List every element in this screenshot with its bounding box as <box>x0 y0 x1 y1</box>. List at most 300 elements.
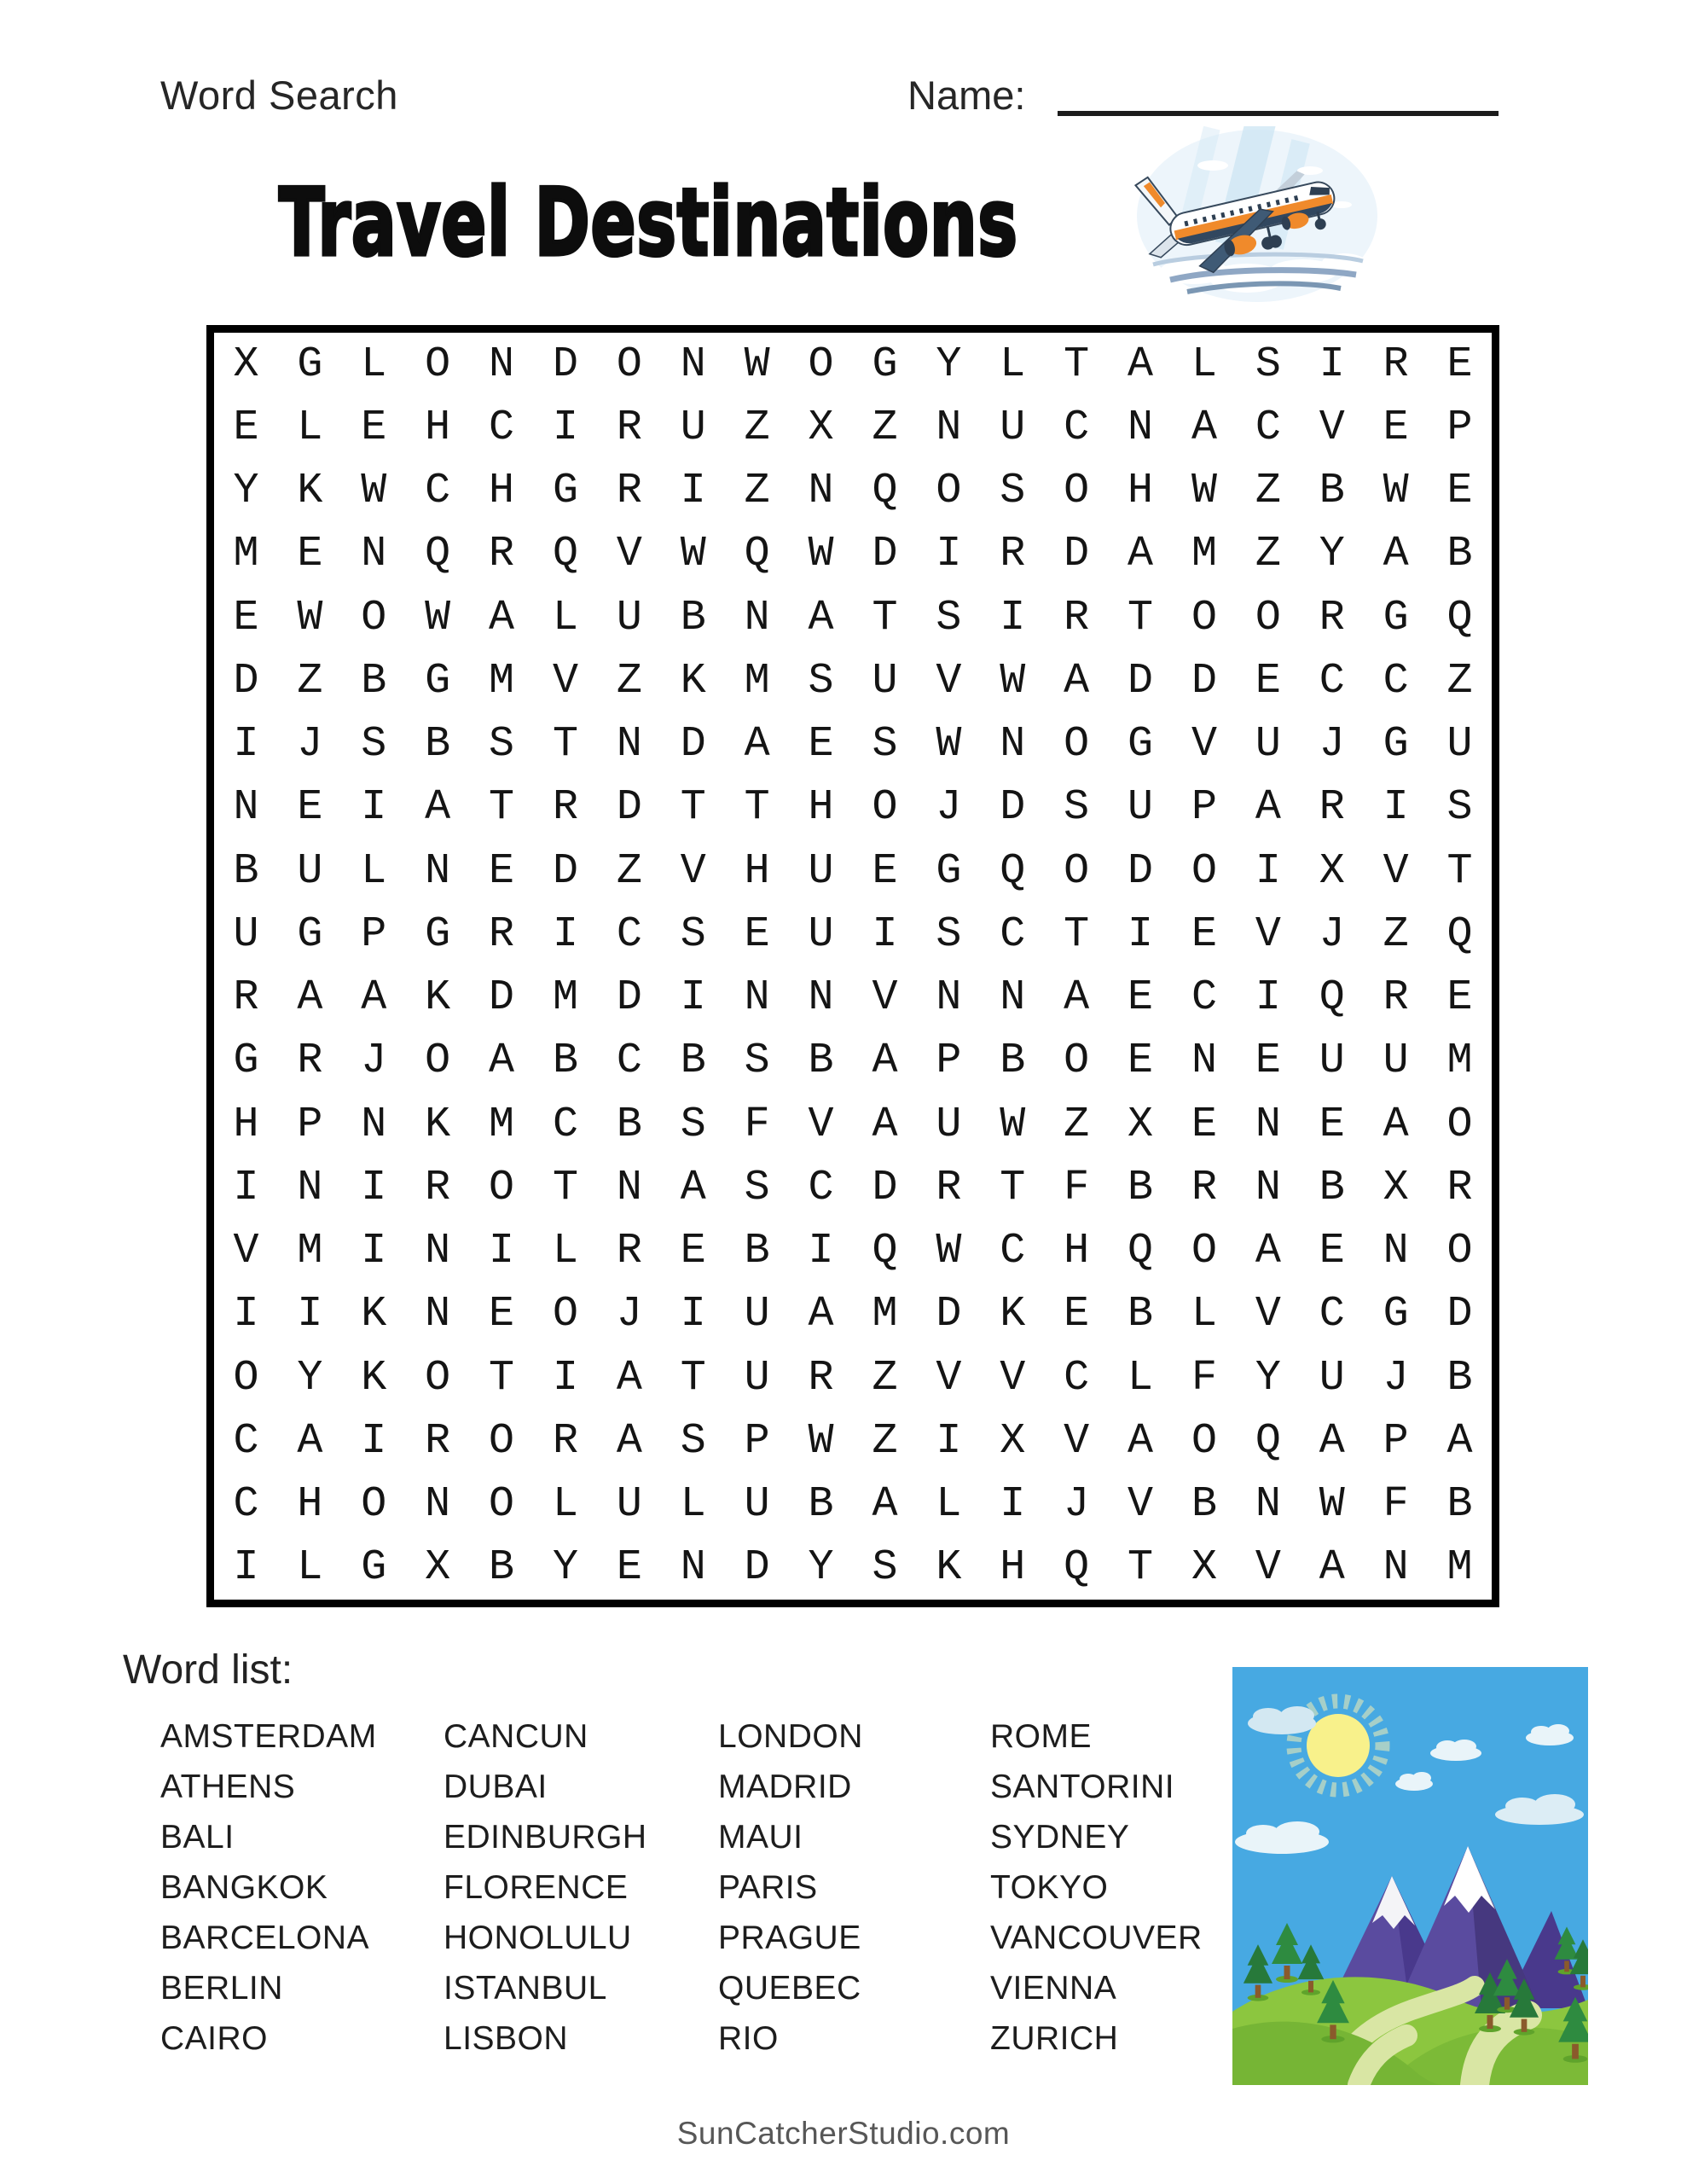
word-list-item: RIO <box>718 2020 779 2057</box>
grid-cell: S <box>936 593 962 642</box>
site-credit: SunCatcherStudio.com <box>676 2116 1011 2151</box>
grid-cell: G <box>297 909 323 959</box>
grid-cell: M <box>552 973 578 1023</box>
grid-cell: R <box>297 1037 323 1086</box>
grid-cell: A <box>489 593 515 642</box>
word-list-item: ZURICH <box>990 2020 1119 2057</box>
grid-cell: E <box>1255 656 1281 706</box>
grid-cell: Z <box>1255 467 1281 516</box>
grid-cell: M <box>489 656 515 706</box>
grid-cell: N <box>361 530 387 579</box>
grid-cell: R <box>1191 1163 1217 1212</box>
grid-cell: D <box>744 1543 770 1593</box>
grid-cell: A <box>744 720 770 770</box>
grid-cell: Z <box>1446 656 1473 706</box>
grid-cell: X <box>425 1543 451 1593</box>
grid-cell: E <box>361 403 387 452</box>
word-list-item: BANGKOK <box>160 1869 328 1906</box>
grid-cell: R <box>1446 1163 1473 1212</box>
grid-cell: G <box>872 340 898 389</box>
grid-cell: U <box>808 846 834 896</box>
grid-cell: Z <box>744 467 770 516</box>
word-list-item: TOKYO <box>990 1869 1109 1906</box>
grid-cell: R <box>552 1416 578 1466</box>
grid-cell: Q <box>552 530 578 579</box>
grid-cell: M <box>297 1227 323 1276</box>
grid-cell: N <box>616 720 642 770</box>
word-list-column <box>718 1711 863 2064</box>
grid-cell: B <box>425 720 451 770</box>
grid-cell: D <box>1000 783 1026 833</box>
grid-cell: L <box>1128 1353 1154 1403</box>
grid-cell: V <box>552 656 578 706</box>
grid-cell: E <box>489 1290 515 1339</box>
grid-cell: Y <box>233 467 259 516</box>
grid-cell: U <box>1383 1037 1409 1086</box>
grid-cell: U <box>1000 403 1026 452</box>
grid-cell: B <box>1446 1480 1473 1530</box>
grid-cell: U <box>1446 720 1473 770</box>
grid-cell: H <box>489 467 515 516</box>
grid-cell: T <box>872 593 898 642</box>
grid-cell: D <box>872 530 898 579</box>
grid-cell: S <box>936 909 962 959</box>
grid-cell: K <box>1000 1290 1026 1339</box>
grid-cell: O <box>1064 1037 1090 1086</box>
grid-cell: X <box>1191 1543 1217 1593</box>
grid-cell: Z <box>616 656 642 706</box>
grid-cell: I <box>233 1163 259 1212</box>
grid-cell: I <box>233 1543 259 1593</box>
grid-cell: S <box>489 720 515 770</box>
grid-cell: I <box>936 1416 962 1466</box>
grid-cell: H <box>1000 1543 1026 1593</box>
grid-cell: R <box>936 1163 962 1212</box>
grid-cell: C <box>808 1163 834 1212</box>
grid-cell: R <box>1383 340 1409 389</box>
grid-cell: N <box>1128 403 1154 452</box>
grid-cell: F <box>1064 1163 1090 1212</box>
grid-cell: N <box>425 1480 451 1530</box>
grid-cell: U <box>1319 1353 1345 1403</box>
word-list-item: FLORENCE <box>443 1869 629 1906</box>
grid-cell: E <box>744 909 770 959</box>
grid-cell: B <box>1128 1163 1154 1212</box>
grid-cell: T <box>1064 909 1090 959</box>
grid-cell: A <box>1319 1543 1345 1593</box>
grid-cell: Z <box>1064 1100 1090 1149</box>
grid-cell: X <box>1128 1100 1154 1149</box>
grid-cell: V <box>1255 1290 1281 1339</box>
grid-cell: C <box>1064 403 1090 452</box>
grid-cell: E <box>1383 403 1409 452</box>
grid-cell: C <box>616 1037 642 1086</box>
grid-cell: A <box>489 1037 515 1086</box>
grid-cell: E <box>489 846 515 896</box>
grid-cell: V <box>808 1100 834 1149</box>
grid-cell: R <box>616 403 642 452</box>
grid-cell: Z <box>872 1416 898 1466</box>
word-list-item: ATHENS <box>160 1769 296 1805</box>
grid-cell: H <box>233 1100 259 1149</box>
grid-cell: I <box>1255 846 1281 896</box>
grid-cell: C <box>1255 403 1281 452</box>
grid-cell: O <box>1191 1227 1217 1276</box>
grid-cell: P <box>361 909 387 959</box>
grid-cell: W <box>936 1227 962 1276</box>
grid-cell: D <box>1128 846 1154 896</box>
grid-cell: L <box>1000 340 1026 389</box>
grid-cell: V <box>1191 720 1217 770</box>
grid-cell: A <box>1383 530 1409 579</box>
grid-cell: U <box>680 403 706 452</box>
grid-cell: D <box>1064 530 1090 579</box>
grid-cell: U <box>616 593 642 642</box>
grid-cell: Y <box>552 1543 578 1593</box>
grid-cell: C <box>1319 656 1345 706</box>
grid-cell: X <box>233 340 259 389</box>
grid-cell: N <box>1255 1163 1281 1212</box>
grid-cell: G <box>425 909 451 959</box>
word-list-item: QUEBEC <box>718 1970 861 2007</box>
grid-cell: Q <box>1446 593 1473 642</box>
grid-cell: W <box>808 530 834 579</box>
grid-cell: G <box>1383 593 1409 642</box>
grid-cell: C <box>1064 1353 1090 1403</box>
grid-cell: S <box>872 720 898 770</box>
page-title: Travel Destinations <box>279 169 1018 278</box>
grid-cell: N <box>1383 1543 1409 1593</box>
grid-cell: P <box>1191 783 1217 833</box>
grid-cell: W <box>297 593 323 642</box>
grid-cell: O <box>616 340 642 389</box>
grid-cell: W <box>1000 656 1026 706</box>
grid-cell: X <box>1383 1163 1409 1212</box>
grid-cell: E <box>1064 1290 1090 1339</box>
grid-cell: A <box>1064 973 1090 1023</box>
puzzle-grid <box>206 325 1499 1607</box>
grid-cell: L <box>1191 340 1217 389</box>
grid-cell: E <box>1255 1037 1281 1086</box>
grid-cell: W <box>425 593 451 642</box>
grid-cell: U <box>808 909 834 959</box>
grid-cell: V <box>1319 403 1345 452</box>
grid-cell: L <box>361 846 387 896</box>
grid-cell: D <box>552 846 578 896</box>
grid-cell: N <box>680 1543 706 1593</box>
grid-cell: J <box>616 1290 642 1339</box>
grid-cell: Z <box>616 846 642 896</box>
grid-cell: C <box>1000 1227 1026 1276</box>
grid-cell: N <box>1255 1100 1281 1149</box>
grid-cell: U <box>297 846 323 896</box>
grid-cell: B <box>1319 467 1345 516</box>
grid-cell: L <box>1191 1290 1217 1339</box>
word-list-heading: Word list: <box>123 1647 293 1693</box>
grid-cell: V <box>1255 1543 1281 1593</box>
grid-cell: O <box>1191 846 1217 896</box>
grid-cell: O <box>1446 1100 1473 1149</box>
grid-cell: K <box>425 973 451 1023</box>
grid-cell: N <box>808 467 834 516</box>
grid-cell: Q <box>1255 1416 1281 1466</box>
grid-cell: Z <box>1255 530 1281 579</box>
grid-cell: O <box>1446 1227 1473 1276</box>
grid-cell: F <box>744 1100 770 1149</box>
grid-cell: T <box>552 720 578 770</box>
grid-cell: P <box>744 1416 770 1466</box>
grid-cell: T <box>1064 340 1090 389</box>
grid-cell: S <box>744 1037 770 1086</box>
airplane-illustration <box>1134 126 1380 307</box>
grid-cell: E <box>1128 1037 1154 1086</box>
grid-cell: X <box>1319 846 1345 896</box>
grid-cell: E <box>233 593 259 642</box>
grid-cell: C <box>1319 1290 1345 1339</box>
grid-cell: B <box>1446 1353 1473 1403</box>
grid-cell: D <box>1191 656 1217 706</box>
grid-cell: Q <box>1446 909 1473 959</box>
grid-cell: C <box>233 1416 259 1466</box>
grid-cell: S <box>680 1100 706 1149</box>
grid-cell: O <box>425 1037 451 1086</box>
grid-cell: M <box>233 530 259 579</box>
grid-cell: D <box>872 1163 898 1212</box>
grid-cell: Y <box>936 340 962 389</box>
grid-cell: J <box>1319 909 1345 959</box>
grid-cell: T <box>1000 1163 1026 1212</box>
doc-type-label: Word Search <box>160 73 398 118</box>
grid-cell: V <box>233 1227 259 1276</box>
grid-cell: O <box>1064 467 1090 516</box>
grid-cell: D <box>616 973 642 1023</box>
grid-cell: B <box>361 656 387 706</box>
grid-cell: T <box>1128 1543 1154 1593</box>
grid-cell: I <box>936 530 962 579</box>
grid-cell: B <box>1128 1290 1154 1339</box>
grid-cell: A <box>616 1416 642 1466</box>
grid-cell: Z <box>744 403 770 452</box>
grid-cell: E <box>1446 973 1473 1023</box>
grid-cell: N <box>233 783 259 833</box>
grid-cell: L <box>297 403 323 452</box>
grid-cell: I <box>552 403 578 452</box>
grid-cell: O <box>489 1480 515 1530</box>
word-list-item: EDINBURGH <box>443 1819 647 1856</box>
grid-cell: N <box>744 593 770 642</box>
grid-cell: K <box>361 1290 387 1339</box>
grid-cell: A <box>872 1037 898 1086</box>
grid-cell: Z <box>872 1353 898 1403</box>
grid-cell: R <box>1000 530 1026 579</box>
grid-cell: W <box>1319 1480 1345 1530</box>
grid-cell: A <box>872 1480 898 1530</box>
grid-cell: N <box>425 1290 451 1339</box>
grid-cell: R <box>808 1353 834 1403</box>
grid-cell: E <box>616 1543 642 1593</box>
grid-cell: B <box>1319 1163 1345 1212</box>
grid-cell: M <box>1446 1037 1473 1086</box>
grid-cell: G <box>361 1543 387 1593</box>
word-list-item: MADRID <box>718 1769 852 1805</box>
grid-cell: Q <box>872 467 898 516</box>
grid-cell: O <box>233 1353 259 1403</box>
grid-cell: S <box>1000 467 1026 516</box>
grid-cell: R <box>425 1163 451 1212</box>
grid-cell: R <box>233 973 259 1023</box>
grid-cell: U <box>1255 720 1281 770</box>
word-list-item: HONOLULU <box>443 1920 632 1956</box>
grid-cell: O <box>425 1353 451 1403</box>
grid-cell: O <box>936 467 962 516</box>
grid-cell: J <box>1064 1480 1090 1530</box>
grid-cell: O <box>489 1416 515 1466</box>
word-list-item: PARIS <box>718 1869 818 1906</box>
grid-cell: T <box>489 783 515 833</box>
grid-cell: Y <box>297 1353 323 1403</box>
grid-cell: A <box>1319 1416 1345 1466</box>
grid-cell: E <box>680 1227 706 1276</box>
grid-cell: T <box>680 1353 706 1403</box>
grid-cell: R <box>1064 593 1090 642</box>
grid-cell: A <box>425 783 451 833</box>
grid-cell: V <box>1383 846 1409 896</box>
grid-cell: E <box>808 720 834 770</box>
grid-cell: C <box>616 909 642 959</box>
grid-cell: A <box>616 1353 642 1403</box>
grid-cell: C <box>1191 973 1217 1023</box>
grid-cell: B <box>1446 530 1473 579</box>
grid-cell: E <box>1191 909 1217 959</box>
name-blank-line <box>1058 75 1499 116</box>
grid-cell: A <box>808 593 834 642</box>
grid-cell: I <box>680 973 706 1023</box>
word-list-item: DUBAI <box>443 1769 548 1805</box>
word-list-item: LISBON <box>443 2020 569 2057</box>
grid-cell: C <box>1383 656 1409 706</box>
grid-cell: G <box>233 1037 259 1086</box>
word-list-item: VANCOUVER <box>990 1920 1203 1956</box>
grid-cell: N <box>361 1100 387 1149</box>
grid-cell: R <box>1319 593 1345 642</box>
grid-cell: N <box>1255 1480 1281 1530</box>
grid-cell: R <box>616 467 642 516</box>
grid-cell: H <box>1064 1227 1090 1276</box>
grid-cell: A <box>1255 783 1281 833</box>
grid-cell: R <box>552 783 578 833</box>
grid-cell: I <box>233 720 259 770</box>
grid-cell: A <box>1191 403 1217 452</box>
grid-cell: G <box>1383 1290 1409 1339</box>
grid-cell: L <box>552 1227 578 1276</box>
word-list-item: PRAGUE <box>718 1920 861 1956</box>
grid-cell: Q <box>1319 973 1345 1023</box>
grid-cell: R <box>489 909 515 959</box>
grid-cell: I <box>1383 783 1409 833</box>
grid-cell: M <box>872 1290 898 1339</box>
word-list-item: ROME <box>990 1718 1092 1755</box>
grid-cell: R <box>616 1227 642 1276</box>
grid-cell: A <box>361 973 387 1023</box>
grid-cell: Q <box>1128 1227 1154 1276</box>
grid-cell: A <box>808 1290 834 1339</box>
word-list-item: BARCELONA <box>160 1920 370 1956</box>
grid-cell: N <box>1000 973 1026 1023</box>
grid-cell: S <box>808 656 834 706</box>
grid-cell: E <box>297 530 323 579</box>
grid-cell: I <box>1000 1480 1026 1530</box>
grid-cell: H <box>425 403 451 452</box>
grid-cell: V <box>616 530 642 579</box>
grid-cell: E <box>1319 1100 1345 1149</box>
grid-cell: L <box>552 593 578 642</box>
grid-cell: Q <box>425 530 451 579</box>
grid-cell: O <box>361 593 387 642</box>
grid-cell: I <box>361 1416 387 1466</box>
grid-cell: I <box>808 1227 834 1276</box>
grid-cell: B <box>233 846 259 896</box>
grid-cell: I <box>1128 909 1154 959</box>
grid-cell: I <box>361 783 387 833</box>
grid-cell: O <box>552 1290 578 1339</box>
grid-cell: A <box>1255 1227 1281 1276</box>
grid-cell: U <box>936 1100 962 1149</box>
grid-cell: O <box>425 340 451 389</box>
grid-cell: O <box>1191 593 1217 642</box>
grid-cell: J <box>361 1037 387 1086</box>
grid-cell: A <box>1128 530 1154 579</box>
grid-cell: D <box>1446 1290 1473 1339</box>
grid-cell: S <box>680 909 706 959</box>
grid-cell: L <box>936 1480 962 1530</box>
grid-cell: G <box>1128 720 1154 770</box>
word-list-column <box>443 1711 647 2064</box>
word-list-item: ISTANBUL <box>443 1970 607 2007</box>
grid-cell: Q <box>1064 1543 1090 1593</box>
grid-cell: T <box>1446 846 1473 896</box>
grid-cell: A <box>1383 1100 1409 1149</box>
grid-cell: Z <box>297 656 323 706</box>
grid-cell: M <box>744 656 770 706</box>
grid-cell: N <box>936 403 962 452</box>
grid-cell: W <box>808 1416 834 1466</box>
grid-cell: G <box>425 656 451 706</box>
grid-cell: O <box>1255 593 1281 642</box>
grid-cell: E <box>1191 1100 1217 1149</box>
grid-cell: K <box>297 467 323 516</box>
grid-cell: K <box>361 1353 387 1403</box>
grid-cell: B <box>744 1227 770 1276</box>
grid-cell: V <box>936 656 962 706</box>
grid-cell: I <box>1255 973 1281 1023</box>
grid-cell: H <box>808 783 834 833</box>
word-list-column <box>160 1711 377 2064</box>
grid-cell: U <box>616 1480 642 1530</box>
grid-cell: B <box>680 593 706 642</box>
grid-cell: B <box>680 1037 706 1086</box>
grid-cell: O <box>489 1163 515 1212</box>
grid-cell: E <box>233 403 259 452</box>
grid-cell: F <box>1191 1353 1217 1403</box>
grid-cell: Q <box>872 1227 898 1276</box>
grid-cell: U <box>1319 1037 1345 1086</box>
grid-cell: N <box>616 1163 642 1212</box>
grid-cell: V <box>1128 1480 1154 1530</box>
grid-cell: G <box>1383 720 1409 770</box>
grid-cell: L <box>297 1543 323 1593</box>
grid-cell: N <box>744 973 770 1023</box>
grid-cell: P <box>1446 403 1473 452</box>
